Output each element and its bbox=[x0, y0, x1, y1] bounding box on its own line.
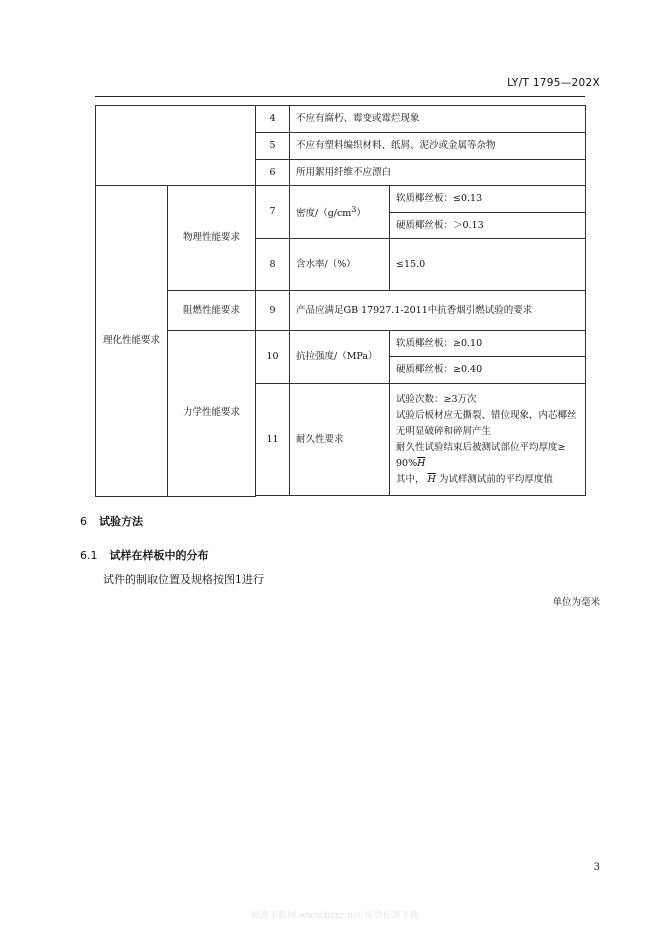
durability-line: 试验次数：≥3万次 bbox=[396, 393, 477, 405]
subsection-heading: 6.1 试样在样板中的分布 bbox=[80, 549, 209, 562]
body-paragraph: 试件的制取位置及规格按图1进行 bbox=[103, 573, 264, 586]
category-label: 理化性能要求 bbox=[96, 186, 168, 497]
section-heading: 6 试验方法 bbox=[80, 515, 143, 528]
tensile-hard: 硬质椰丝板：≥0.40 bbox=[390, 357, 586, 384]
subcategory-physical: 物理性能要求 bbox=[168, 186, 256, 291]
item-number: 4 bbox=[256, 106, 290, 133]
item-number: 8 bbox=[256, 239, 290, 291]
item-number: 10 bbox=[256, 331, 290, 384]
moisture-value: ≤15.0 bbox=[390, 239, 586, 291]
durability-text bbox=[390, 384, 586, 496]
density-label: 密度$/(g/cm^3)$ bbox=[290, 186, 390, 239]
table-row bbox=[96, 106, 586, 133]
moisture-label: 含水率/（%） bbox=[290, 239, 390, 291]
table-row bbox=[96, 331, 586, 357]
tensile-label: 抗拉强度/（MPa） bbox=[290, 331, 390, 384]
requirement-text: 不应有腐朽、霉变或霉烂现象 bbox=[290, 106, 586, 133]
item-number: 11 bbox=[256, 384, 290, 496]
flame-requirement: 产品应满足GB 17927.1-2011中抗香烟引燃试验的要求 bbox=[290, 291, 586, 331]
table-row bbox=[96, 186, 586, 213]
durability-line: 耐久性试验结束后被测试部位平均厚度≥ bbox=[396, 441, 566, 453]
durability-line: 试验后板材应无撕裂、错位现象，内芯椰丝无明显破碎和碎屑产生 bbox=[396, 409, 577, 437]
requirement-text: 不应有塑料编织材料、纸屑、泥沙或金属等杂物 bbox=[290, 133, 586, 160]
requirement-text: 所用絮用纤维不应漂白 bbox=[290, 160, 586, 186]
unit-note: 单位为毫米 bbox=[552, 597, 600, 608]
item-number: 6 bbox=[256, 160, 290, 186]
subcategory-flame: 阻燃性能要求 bbox=[168, 291, 256, 331]
standard-code: LY/T 1795—202X bbox=[507, 77, 600, 89]
durability-line: $90\%\overline{H}$ bbox=[396, 457, 426, 469]
page-number: 3 bbox=[593, 862, 600, 873]
item-number: 7 bbox=[256, 186, 290, 239]
table-row bbox=[96, 291, 586, 331]
requirements-table bbox=[95, 105, 586, 497]
h-bar-symbol: $\overline{H}$ bbox=[417, 457, 426, 469]
density-hard: 硬质椰丝板：＞0.13 bbox=[390, 213, 586, 239]
empty-category-cell bbox=[96, 106, 256, 186]
header-rule bbox=[95, 96, 585, 97]
item-number: 5 bbox=[256, 133, 290, 160]
subcategory-mechanical: 力学性能要求 bbox=[168, 331, 256, 497]
tensile-soft: 软质椰丝板：≥0.10 bbox=[390, 331, 586, 357]
density-soft: 软质椰丝板：≤0.13 bbox=[390, 186, 586, 213]
watermark: 标准下载网 www.bzxz.net 免费标准下载 bbox=[251, 911, 419, 921]
h-bar-symbol: $\overline{H}$ bbox=[427, 473, 436, 485]
item-number: 9 bbox=[256, 291, 290, 331]
durability-label: 耐久性要求 bbox=[290, 384, 390, 496]
durability-line: 其中， $\overline{H}$ 为试样测试前的平均厚度值 bbox=[396, 473, 553, 485]
